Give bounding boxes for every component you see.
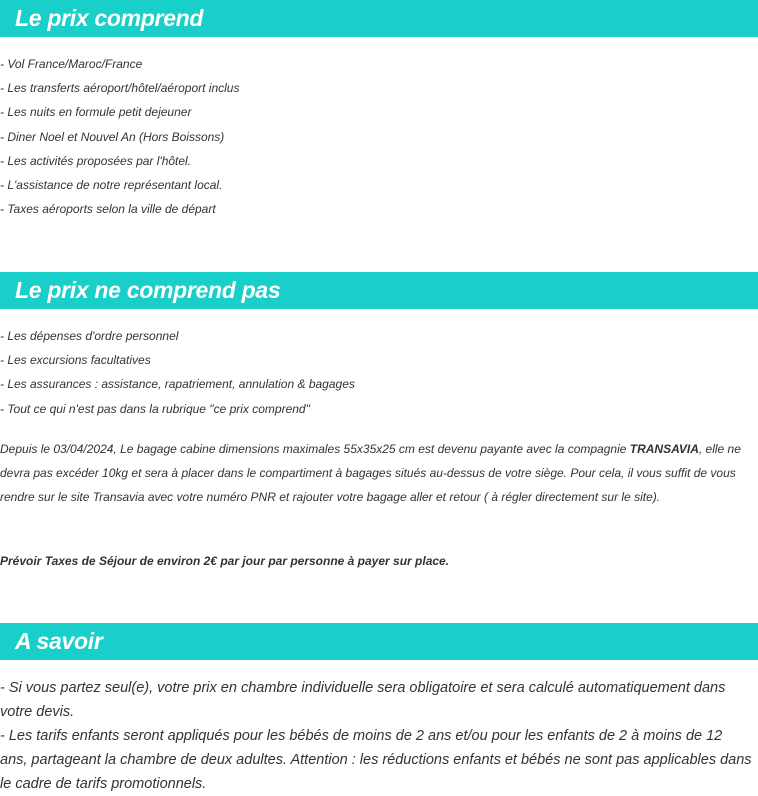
list-item: - Tout ce qui n'est pas dans la rubrique "ce prix comprend" [0,401,310,416]
tax-note: Prévoir Taxes de Séjour de environ 2€ par jour par personne à payer sur place. [0,554,450,568]
excludes-list [0,324,758,421]
savoir-line-children: - Les tarifs enfants seront appliqués pour les bébés de moins de 2 ans et/ou pour les enfants de 2 à moins de 12 ans, partageant la chambre de deux adultes. Attention : les réductions enfants et bébés ne sont pas applicables dans le cadre de tarifs promotionnels. [0,728,752,792]
list-item: - Les nuits en formule petit dejeuner [0,105,192,120]
list-item: - Les activités proposées par l'hôtel. [0,153,192,168]
list-item: - Vol France/Maroc/France [0,57,143,71]
list-item: - Diner Noel et Nouvel An (Hors Boissons) [0,129,225,144]
list-item: - Les dépenses d'ordre personnel [0,329,179,343]
list-item: - Taxes aéroports selon la ville de départ [0,202,216,217]
includes-list [0,52,758,221]
baggage-paragraph [0,437,752,509]
excludes-header: Le prix ne comprend pas [0,272,758,309]
airline-name: TRANSAVIA [629,442,699,456]
includes-header: Le prix comprend [0,0,758,37]
baggage-text-after: , elle ne devra pas excéder 10kg et sera à placer dans le compartiment à bagages situés au-dessus de votre siège. Pour cela, il vous suffit de vous rendre sur le site Transavia avec votre numéro PNR et rajouter votre bagage aller et retour ( à régler directement sur le site). [0,442,741,504]
savoir-header: A savoir [0,623,758,660]
list-item: - Les transferts aéroport/hôtel/aéroport inclus [0,81,240,96]
savoir-line-single: - Si vous partez seul(e), votre prix en chambre individuelle sera obligatoire et sera calculé automatiquement dans votre devis. [0,680,726,720]
baggage-text-before: Depuis le 03/04/2024, Le bagage cabine dimensions maximales 55x35x25 cm est devenu payante avec la compagnie [0,442,630,456]
list-item: - L'assistance de notre représentant local. [0,177,223,192]
list-item: - Les assurances : assistance, rapatriement, annulation & bagages [0,377,355,392]
list-item: - Les excursions facultatives [0,353,151,368]
